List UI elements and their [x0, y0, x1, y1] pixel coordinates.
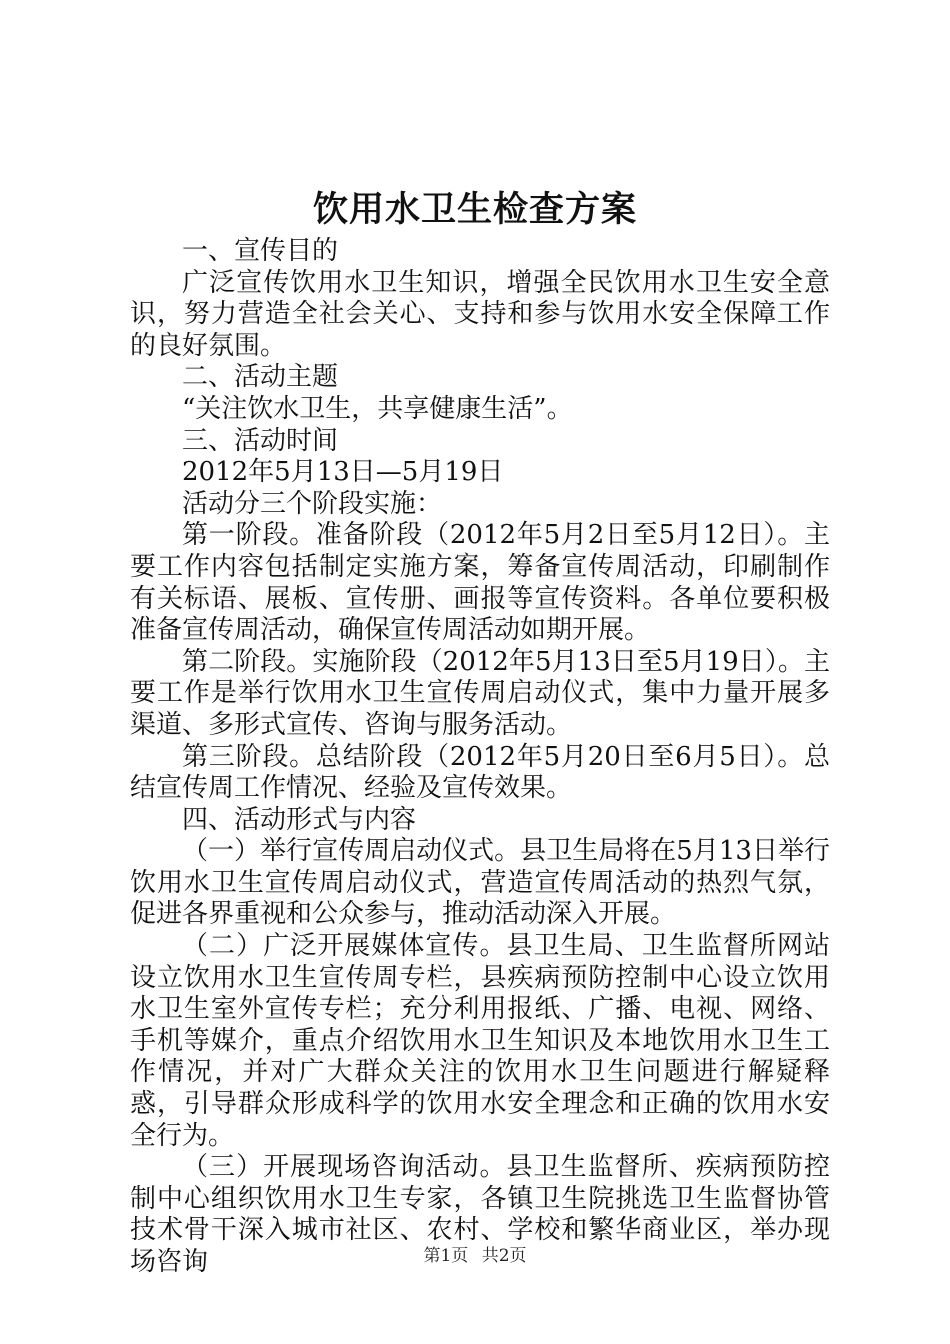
page-total: 共2页 — [481, 1246, 527, 1266]
section-heading-3: 三、活动时间 — [182, 425, 339, 456]
paragraph-phase-2: 第二阶段。实施阶段（2012年5月13日至5月19日）。主要工作是举行饮用水卫生宣传周启动仪式，集中力量开展多渠道、多形式宣传、咨询与服务活动。 — [130, 646, 830, 740]
paragraph-theme: “关注饮水卫生，共享健康生活”。 — [182, 393, 573, 424]
section-heading-4: 四、活动形式与内容 — [182, 804, 417, 835]
paragraph-phase-3: 第三阶段。总结阶段（2012年5月20日至6月5日）。总结宣传周工作情况、经验及宣传效果。 — [130, 741, 830, 804]
paragraph-phase-1: 第一阶段。准备阶段（2012年5月2日至5月12日）。主要工作内容包括制定实施方案，筹备宣传周活动，印刷制作有关标语、展板、宣传册、画报等宣传资料。各单位要积极准备宣传周活动，确保宣传周活动如期开展。 — [130, 520, 830, 646]
paragraph-phases-intro: 活动分三个阶段实施： — [182, 488, 443, 519]
page-footer — [0, 1244, 950, 1268]
section-heading-1: 一、宣传目的 — [182, 236, 339, 266]
page-number: 第1页 — [423, 1246, 469, 1266]
paragraph-item-2: （二）广泛开展媒体宣传。县卫生局、卫生监督所网站设立饮用水卫生宣传周专栏，县疾病预防控制中心设立饮用水卫生室外宣传专栏；充分利用报纸、广播、电视、网络、手机等媒介，重点介绍饮用水卫生知识及本地饮用水卫生工作情况，并对广大群众关注的饮用水卫生问题进行解疑释惑，引导群众形成科学的饮用水安全理念和正确的饮用水安全行为。 — [130, 931, 830, 1151]
section-heading-2: 二、活动主题 — [182, 362, 339, 393]
paragraph-purpose: 广泛宣传饮用水卫生知识，增强全民饮用水卫生安全意识，努力营造全社会关心、支持和参与饮用水安全保障工作的良好氛围。 — [130, 267, 830, 361]
paragraph-item-3: （三）开展现场咨询活动。县卫生监督所、疾病预防控制中心组织饮用水卫生专家，各镇卫生院挑选卫生监督协管技术骨干深入城市社区、农村、学校和繁华商业区，举办现场咨询 — [130, 1152, 830, 1277]
document-body — [130, 236, 830, 1279]
paragraph-item-1: （一）举行宣传周启动仪式。县卫生局将在5月13日举行饮用水卫生宣传周启动仪式，营造宣传周活动的热烈气氛，促进各界重视和公众参与，推动活动深入开展。 — [130, 836, 830, 930]
paragraph-dates: 2012年5月13日—5月19日 — [182, 457, 504, 488]
document-title: 饮用水卫生检查方案 — [312, 189, 637, 230]
